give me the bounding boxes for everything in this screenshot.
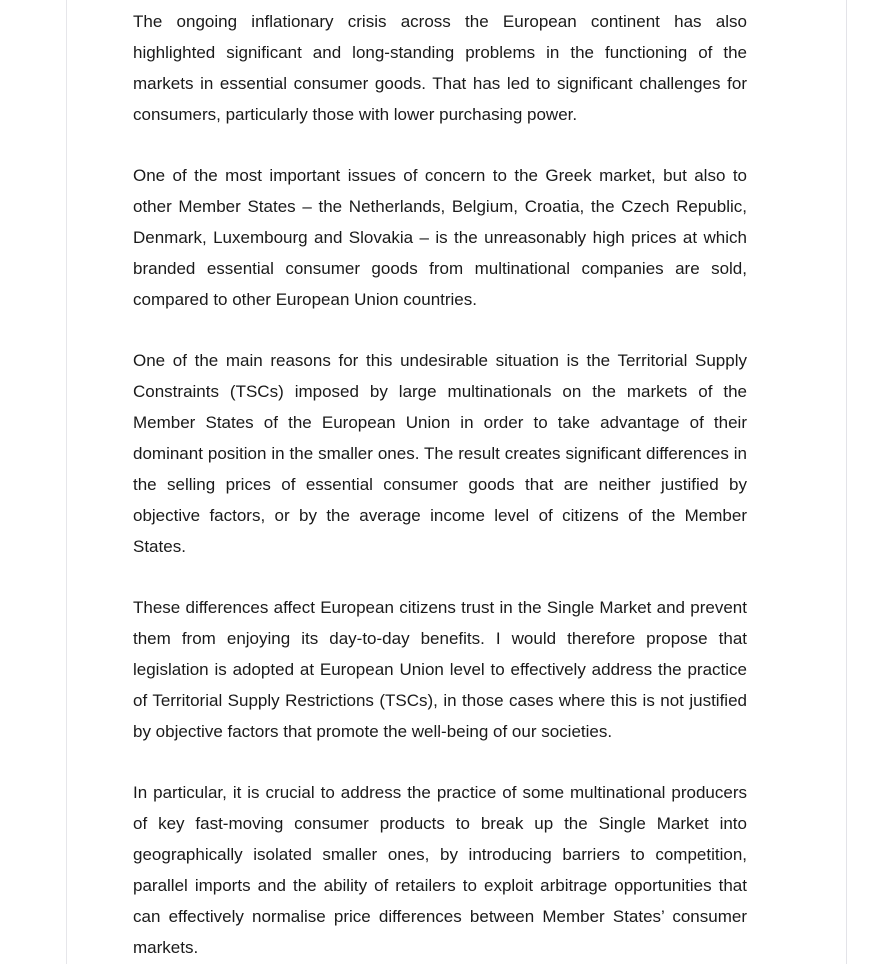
document-body [133, 6, 747, 963]
paragraph-2: One of the most important issues of concern to the Greek market, but also to other Member States – the Netherlands, Belgium, Croatia, the Czech Republic, Denmark, Luxembourg and Slovakia – is the unreasonably high prices at which branded essential consumer goods from multinational companies are sold, compared to other European Union countries. [133, 166, 747, 309]
paragraph-1: The ongoing inflationary crisis across the European continent has also highlighted significant and long-standing problems in the functioning of the markets in essential consumer goods. That has led to significant challenges for consumers, particularly those with lower purchasing power. [133, 12, 747, 124]
paragraph-3: One of the main reasons for this undesirable situation is the Territorial Supply Constraints (TSCs) imposed by large multinationals on the markets of the Member States of the European Union in order to take advantage of their dominant position in the smaller ones. The result creates significant differences in the selling prices of essential consumer goods that are neither justified by objective factors, or by the average income level of citizens of the Member States. [133, 351, 747, 556]
page-edge-right [846, 0, 847, 964]
paragraph-4: These differences affect European citizens trust in the Single Market and prevent them from enjoying its day-to-day benefits. I would therefore propose that legislation is adopted at European Union level to effectively address the practice of Territorial Supply Restrictions (TSCs), in those cases where this is not justified by objective factors that promote the well-being of our societies. [133, 598, 747, 741]
page-edge-left [66, 0, 67, 964]
paragraph-5: In particular, it is crucial to address the practice of some multinational producers of key fast-moving consumer products to break up the Single Market into geographically isolated smaller ones, by introducing barriers to competition, parallel imports and the ability of retailers to exploit arbitrage opportunities that can effectively normalise price differences between Member States’ consumer markets. [133, 783, 747, 957]
